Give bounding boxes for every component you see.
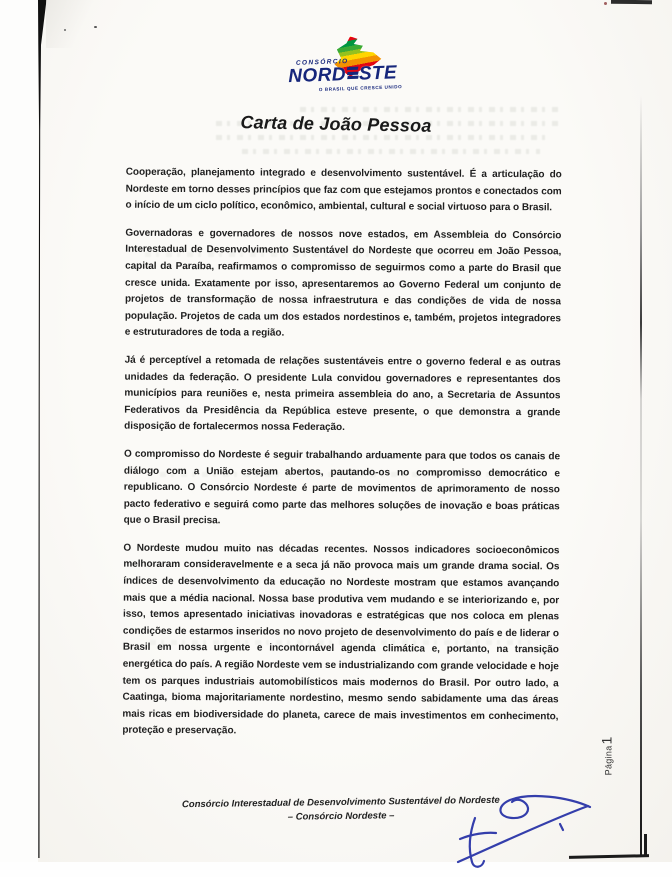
page-number-label (570, 725, 640, 795)
scan-edge-right (640, 95, 642, 855)
document-title: Carta de João Pessoa (240, 112, 432, 136)
scan-speck (64, 29, 66, 31)
page-word: Página (603, 745, 614, 776)
letter-body (122, 165, 562, 754)
logo-nordeste-left: NORD (288, 64, 347, 88)
handwritten-signature (430, 790, 610, 877)
footer-org-short-name: – Consórcio Nordeste – (287, 810, 395, 823)
logo-tagline: O BRASIL QUE CRESCE UNIDO (318, 84, 403, 93)
scan-edge-left (0, 0, 60, 862)
paragraph-3: Já é perceptível a retomada de relações sustentáveis entre o governo federal e as outras unidades da federação. O presidente Lula convidou governadores e representantes dos municípios para reuniões e, nesta primeira assembleia do ano, a Secretaria de Assuntos Federativos da Presidência da República esteve presente, o que demonstra a grande disposição de fortalecermos nossa Federação. (124, 354, 561, 434)
paragraph-1: Cooperação, planejamento integrado e desenvolvimento sustentável. É a articulação do Nordeste em torno desses princípios que faz com que estejamos prontos e conectados com o início de um ciclo político, econômico, ambiental, cultural e social virtuoso para o Brasil. (125, 166, 562, 214)
logo-nordeste-right: STE (358, 62, 398, 85)
scan-corner-shadow (46, 0, 104, 48)
bleed-through-artifact (242, 149, 540, 154)
scan-speck (94, 26, 97, 28)
page-number: 1 (598, 736, 615, 745)
page-number-rotated-text (598, 737, 616, 776)
footer-org-name: Consórcio Interestadual de Desenvolvimento Sustentável do Nordeste (181, 794, 500, 811)
logo-consorcio-text: CONSÓRCIO (295, 58, 349, 67)
paragraph-4: O compromisso do Nordeste é seguir trabalhando arduamente para que todos os canais de diálogo com a União estejam abertos, pautando-os no compromisso democrático e republicano. O Consórcio Nordeste é parte de movimentos de aprimoramento de nosso pacto federativo e seguirá como parte das melhores soluções de inovação e boas práticas que o Brasil precisa. (123, 448, 561, 527)
scan-speck (604, 2, 607, 5)
paragraph-5: O Nordeste mudou muito nas décadas recentes. Nossos indicadores socioeconômicos melhoraram consideravelmente e a seca já não provoca mais um grande drama social. Os índices de desenvolvimento da educação no Nordeste mostram que estamos avançando mais que a média nacional. Nossa base produtiva vem mudando e se interiorizando e, por isso, temos apresentado iniciativas inovadoras e estratégicas que nos coloca em plenas condições de estarmos inseridos no novo projeto de desenvolvimento do país e de liderar o Brasil em nossa urgente e incontornável agenda climática e, portanto, na transição energética do país. A região Nordeste vem se industrializando com grande velocidade e hoje tem os parques industriais automobilísticos mais modernos do Brasil. Por outro lado, a Caatinga, bioma majoritariamente nordestino, mesmo sendo sabidamente uma das áreas mais ricas em biodiversidade do planeta, carece de mais investimentos em conhecimento, proteção e preservação. (122, 542, 560, 737)
paragraph-2: Governadoras e governadores de nossos nove estados, em Assembleia do Consórcio Interestadual de Desenvolvimento Sustentável do Nordeste que ocorreu em João Pessoa, capital da Paraíba, reafirmamos o compromisso de seguirmos como a parte do Brasil que cresce unida. Exatamente por isso, apresentaremos ao Governo Federal um conjunto de projetos de transformação de nossa infraestrutura e das condições de vida de nossa população. Projetos de cada um dos estados nordestinos e, também, projetos integradores e estruturadores de toda a região. (124, 227, 562, 339)
scan-smudge-top-right (611, 0, 652, 4)
logo-stylized-e-icon (347, 67, 358, 80)
bleed-through-artifact (300, 107, 558, 112)
scan-corner-mark-vertical (644, 834, 647, 857)
consorcio-nordeste-logo (287, 35, 411, 95)
